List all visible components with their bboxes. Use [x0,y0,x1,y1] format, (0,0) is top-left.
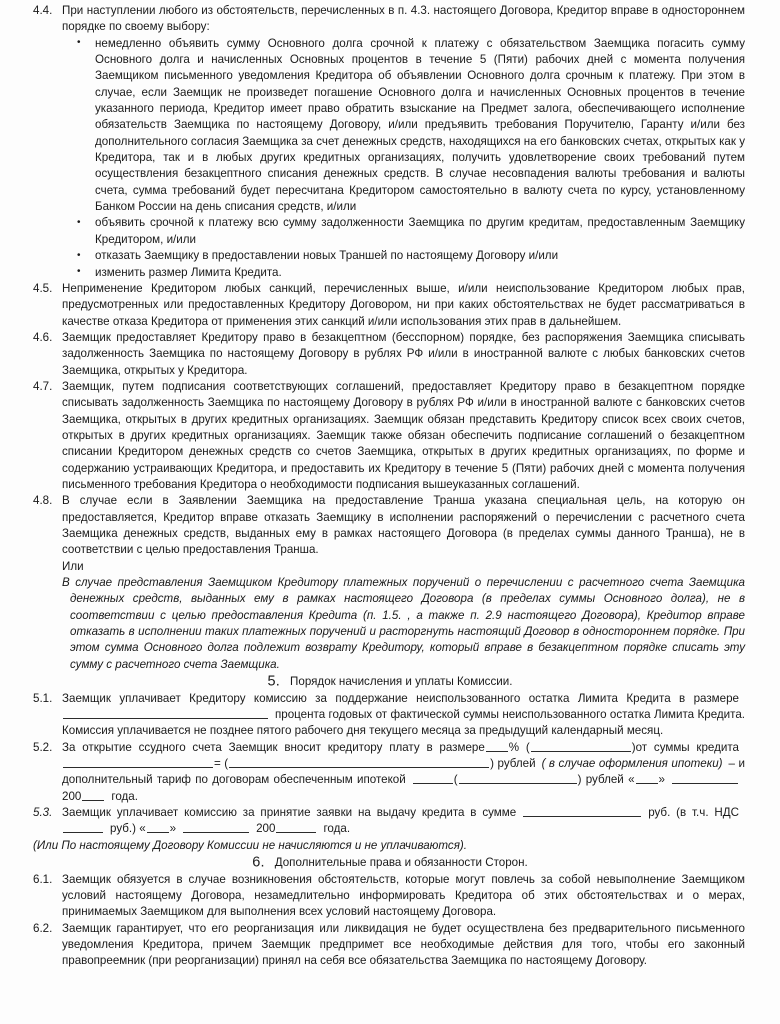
clause-text-6-2: Заемщик гарантирует, что его реорганизация или ликвидация не будет осуществлена без предварительного письменного уведомления Кредитора, причем Заемщик предпримет все необходимые действия для того, чтобы его законный правопреемник (при реорганизации) принял на себя все обязательства Заемщика по настоящему Договору. [62,921,745,968]
clause-5-2-percent-sign: % ( [508,740,530,754]
bullet-list-4-4 [0,36,780,281]
credit-amount-words-blank-field[interactable] [229,756,489,768]
clause-5-2-text-part4: – и дополнительный тариф по договорам обеспеченным ипотекой [62,756,745,787]
mortgage-tariff-words-blank-field[interactable] [459,772,577,784]
commission-alternative-note: (Или По настоящему Договору Комиссии не начисляются и не уплачиваются). [33,838,467,852]
clause-text-4-5: Неприменение Кредитором любых санкций, перечисленных выше, и/или неиспользование Кредитором любых прав, предусмотренных или предоставленных Кредитору Договором, ни при каких обстоятельствах не будет рассматриваться в качестве отказа Кредитора от применения этих санкций и/или использования этих прав в дальнейшем. [62,281,745,328]
clause-4-7 [0,379,780,493]
clause-5-3-text-part1: Заемщик уплачивает комиссию за принятие заявки на выдачу кредита в сумме [62,806,517,819]
day-blank-field-53[interactable] [147,821,169,833]
month-blank-field[interactable] [672,772,738,784]
clause-number-5-2: 5.2. [33,740,53,754]
clause-number-4-7: 4.7. [33,379,53,393]
clause-5-2-equals: = ( [214,756,229,770]
clause-5-3-year-prefix: 200 [256,822,276,836]
clause-5-2-text-part5: ) рублей « [577,773,635,787]
list-item: • немедленно объявить сумму Основного долга срочной к платежу с обязательством Заемщика погасить сумму Основного долга и начисленных Основных процентов в течение 5 (Пяти) рабочих дней с момента получения Заемщиком письменного уведомления Кредитора об объявлении Основного долга срочным к платежу. При этом в случае, если Заемщик не произведет погашение Основного долга и начисленных Основных процентов в течение указанного периода, Кредитор имеет право обратить взыскание на Предмет залога, обеспечивающего исполнение обязательств Заемщика по настоящему Договору, и/или предъявить требования Поручителю, Гаранту и/или без дополнительного согласия Заемщика за счет денежных средств, находящихся на его банковских счетах, открытых как у Кредитора, так и в любых других кредитных организациях, получить удовлетворение своих требований путем осуществления безакцептного списания денежных средств. В случае несовпадения валюты требования и валюты счета, сумма требований будет пересчитана Кредитором самостоятельно в валюту счета по курсу, установленному Банком России на день списания средств, и/или [0,36,780,216]
mortgage-tariff-blank-field[interactable] [413,772,453,784]
clause-number-4-6: 4.6. [33,330,53,344]
alternative-italic-paragraph: В случае представления Заемщиком Кредитору платежных поручений о перечислении с расчетного счета Заемщика денежных средств, выданных ему в рамках настоящего Договора (в пределах суммы Основного долга), не в соответствии с целью предоставления Кредита (п. 1.5. , а также п. 2.9 настоящего Договора), Кредитор вправе отказать в исполнении таких платежных поручений и расторгнуть настоящий Договор в одностороннем порядке. При этом сумма Основного долга подлежит возврату Кредитору, который вправе в безакцептном порядке списать эту сумму с расчетного счета Заемщика. [62,576,745,671]
section-heading-5 [0,673,780,691]
clause-number-5-3: 5.3. [33,806,53,819]
alternative-or-label: Или [62,559,84,573]
clause-5-2-year-suffix: года. [111,789,138,803]
clause-text-4-8: В случае если в Заявлении Заемщика на предоставление Транша указана специальная цель, на которую он предоставляется, Кредитор вправе отказать Заемщику в исполнении распоряжений о перечислении с расчетного счета Заемщика денежных средств, выданных ему в рамках настоящего Договора (в пределах суммы данного Транша), не в соответствии с целью предоставления Транша. [62,494,745,557]
section-number-6: 6. [252,854,265,871]
section-number-5: 5. [267,673,281,690]
year-blank-field-53[interactable] [276,821,316,833]
clause-5-2-text-part1: За открытие ссудного счета Заемщик вносит кредитору плату в размере [62,740,485,754]
list-item: • отказать Заемщику в предоставлении новых Траншей по настоящему Договору и/или [0,248,780,264]
clause-5-1 [0,691,780,740]
vat-blank-field[interactable] [63,821,103,833]
clause-5-3-text-part4: » [169,822,177,836]
clause-number-4-5: 4.5. [33,281,53,295]
clause-5-1-text-part2: процента годовых от фактической суммы неиспользованного остатка Лимита Кредита. Комиссия уплачивается не позднее пятого рабочего дня текущего месяца за предыдущий календарный месяц. [62,707,745,738]
month-blank-field-53[interactable] [183,821,249,833]
clause-5-2-year-prefix: 200 [62,789,82,803]
clause-5-2-paren-open: ( [453,773,458,787]
section-title-5: Порядок начисления и уплаты Комиссии. [290,675,513,689]
clause-number-4-8: 4.8. [33,494,53,508]
clause-5-2 [0,740,780,805]
clause-4-5 [0,281,780,330]
clause-5-2-text-part2: )от суммы кредита [631,740,739,754]
clause-text-4-4: При наступлении любого из обстоятельств, перечисленных в п. 4.3. настоящего Договора, Кредитор вправе в одностороннем порядке по своему выбору: [62,4,745,34]
list-item: • объявить срочной к платежу всю сумму задолженности Заемщика по другим кредитам, предоставленным Заемщику Кредитором, и/или [0,215,780,248]
percent-words-blank-field[interactable] [531,740,631,752]
clause-number-5-1: 5.1. [33,691,53,705]
clause-5-2-text-part6: » [658,773,665,787]
clause-5-3 [0,805,780,838]
list-item: • изменить размер Лимита Кредита. [0,265,780,281]
rate-blank-field[interactable] [63,707,268,719]
clause-5-3-year-suffix: года. [323,822,351,836]
year-blank-field[interactable] [82,789,104,801]
application-fee-blank-field[interactable] [523,805,641,817]
clause-6-2 [0,921,780,970]
document-body [0,3,780,970]
percent-blank-field[interactable] [486,740,508,752]
clause-text-4-7: Заемщик, путем подписания соответствующих соглашений, предоставляет Кредитору право в безакцептном порядке списывать задолженность Заемщика по настоящему Договору в рублях РФ и/или в иностранной валюте с банковских счетов Заемщика, открытых в других кредитных организациях. Заемщик обязан представить Кредитору список всех своих счетов, открытых в других кредитных организациях. Заемщик также обязан обеспечить подписание соглашений о безакцептном списании Кредитором денежных средств со счетов Заемщика, открытых в других кредитных организациях, по форме и содержанию устраивающих Кредитора, и предоставить их Кредитору в течение 5 (Пяти) рабочих дней с момента получения письменного требования Кредитора о необходимости подписания вышеуказанных соглашений. [62,379,745,491]
clause-text-6-1: Заемщик обязуется в случае возникновения обстоятельств, которые могут повлечь за собой невыполнение Заемщиком условий настоящему Договора, незамедлительно информировать Кредитора об этих обстоятельствах и о мерах, принимаемых Заемщиком для выполнения всех условий настоящему Договора. [62,872,745,919]
clause-text-4-6: Заемщик предоставляет Кредитору право в безакцептном (бесспорном) порядке, без распоряжения Заемщика списывать задолженность Заемщика по настоящему Договору в рублях РФ и/или в иностранной валюте с любых банковских счетов Заемщика, открытых у Кредитора. [62,330,745,377]
clause-5-3-text-part3: руб.) « [110,822,146,836]
clause-5-1-text-part1: Заемщик уплачивает Кредитору комиссию за поддержание неиспользованного остатка Лимита Кредита в размере [62,691,739,705]
clause-6-1 [0,872,780,921]
clause-number-4-4: 4.4. [33,4,53,17]
clause-4-8 [0,493,780,558]
clause-number-6-1: 6.1. [33,872,53,886]
section-title-6: Дополнительные права и обязанности Сторон. [274,856,528,870]
clause-4-6 [0,330,780,379]
clause-4-4 [0,3,780,36]
credit-amount-blank-field[interactable] [63,756,213,768]
clause-5-2-italic-note: ( в случае оформления ипотеки) [541,756,723,770]
section-heading-6 [0,854,780,872]
day-blank-field[interactable] [636,772,658,784]
clause-5-2-text-part3: ) рублей [490,756,536,770]
clause-number-6-2: 6.2. [33,921,53,935]
clause-5-3-text-part2: руб. (в т.ч. НДС [648,806,739,819]
